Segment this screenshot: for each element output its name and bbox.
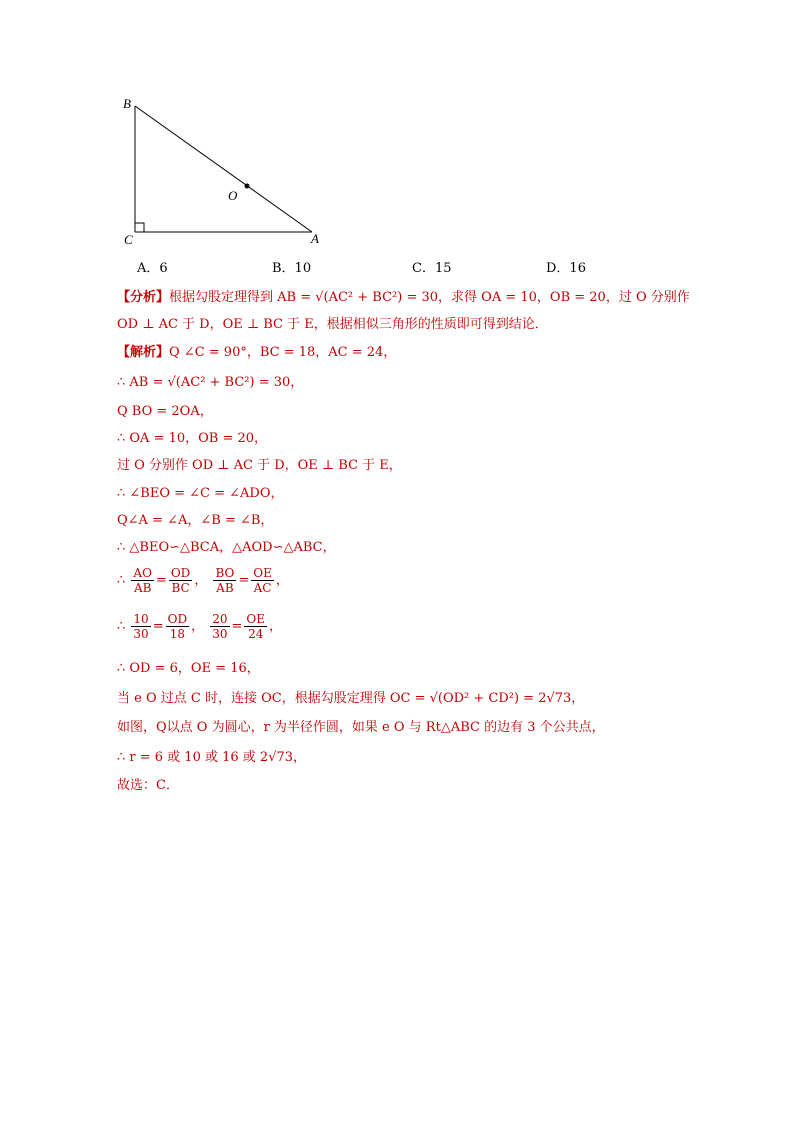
fraction-numerator: OD <box>167 612 188 626</box>
solution-line-14: ∴ r = 6 或 10 或 16 或 2√73， <box>117 750 307 765</box>
fraction <box>210 612 229 641</box>
fraction-numerator: 10 <box>133 612 149 626</box>
solution-line-12: 当 e O 过点 C 时，连接 OC，根据勾股定理得 OC = √(OD² + CD²) = 2√73， <box>117 691 585 706</box>
option-c: C．15 <box>412 261 452 276</box>
fraction <box>169 566 192 595</box>
fraction <box>251 566 274 595</box>
point-o <box>245 184 250 189</box>
analysis-text-1: 根据勾股定理得到 AB = √(AC² + BC²) = 30，求得 OA = 10，OB = 20，过 O 分别作 <box>169 290 690 305</box>
side-ab <box>135 106 312 232</box>
solution-line-1 <box>117 344 396 362</box>
fraction-denominator: AB <box>216 581 234 595</box>
label-b: B <box>123 96 131 111</box>
label-o: O <box>228 188 238 203</box>
solution-line-3: Q BO = 2OA， <box>117 404 213 419</box>
fraction <box>131 612 150 641</box>
solution-line-7: Q∠A = ∠A，∠B = ∠B， <box>117 513 274 528</box>
fraction-denominator: AC <box>253 581 272 595</box>
option-a: A．6 <box>137 261 168 276</box>
fraction-numerator: BO <box>215 566 235 580</box>
fraction-denominator: BC <box>171 581 190 595</box>
option-d: D．16 <box>546 261 586 276</box>
fraction-denominator: 30 <box>133 627 149 641</box>
option-b: B．10 <box>272 261 312 276</box>
solution-line-13: 如图，Q以点 O 为圆心，r 为半径作圆，如果 e O 与 Rt△ABC 的边有 3 个公共点， <box>117 720 605 735</box>
label-c: C <box>124 232 133 247</box>
solution-text-1: Q ∠C = 90°，BC = 18，AC = 24， <box>169 345 397 360</box>
therefore-sign: ∴ <box>117 573 126 588</box>
solution-line-6: ∴ ∠BEO = ∠C = ∠ADO， <box>117 486 284 501</box>
analysis-line-1 <box>117 289 690 307</box>
solution-line-2: ∴ AB = √(AC² + BC²) = 30， <box>117 375 304 390</box>
fraction-denominator: 30 <box>212 627 228 641</box>
solution-line-5: 过 O 分别作 OD ⊥ AC 于 D，OE ⊥ BC 于 E， <box>117 458 402 473</box>
triangle-figure <box>115 92 335 252</box>
fraction-numerator: AO <box>133 566 152 580</box>
fraction <box>131 566 154 595</box>
therefore-sign: ∴ <box>117 619 126 634</box>
solution-tag: 【解析】 <box>117 345 170 360</box>
fraction-numerator: OD <box>170 566 191 580</box>
fraction-numerator: OE <box>246 612 266 626</box>
analysis-tag: 【分析】 <box>117 290 170 305</box>
right-angle-mark <box>135 223 144 232</box>
fraction-denominator: 18 <box>169 627 185 641</box>
solution-line-10: ∴ $\frac{10}{30}$ = $\frac{OD}{18}$ ， $\frac{20}{30}$ = $\frac{OE}{24}$ ， <box>117 612 283 641</box>
fraction <box>213 566 236 595</box>
solution-line-15: 故选：C． <box>117 778 179 793</box>
fraction <box>244 612 267 641</box>
solution-line-4: ∴ OA = 10，OB = 20， <box>117 431 268 446</box>
solution-line-9: ∴ $\frac{AO}{AB}$ = $\frac{OD}{BC}$ ， $\frac{BO}{AB}$ = $\frac{OE}{AC}$ ， <box>117 566 289 595</box>
fraction-denominator: 24 <box>248 627 264 641</box>
fraction <box>166 612 189 641</box>
fraction-denominator: AB <box>133 581 152 595</box>
solution-line-11: ∴ OD = 6，OE = 16， <box>117 661 260 676</box>
fraction-numerator: OE <box>253 566 272 580</box>
label-a: A <box>311 231 319 246</box>
solution-line-8: ∴ △BEO∽△BCA，△AOD∽△ABC， <box>117 540 336 555</box>
fraction-numerator: 20 <box>212 612 228 626</box>
analysis-line-2: OD ⊥ AC 于 D，OE ⊥ BC 于 E，根据相似三角形的性质即可得到结论． <box>117 317 548 332</box>
